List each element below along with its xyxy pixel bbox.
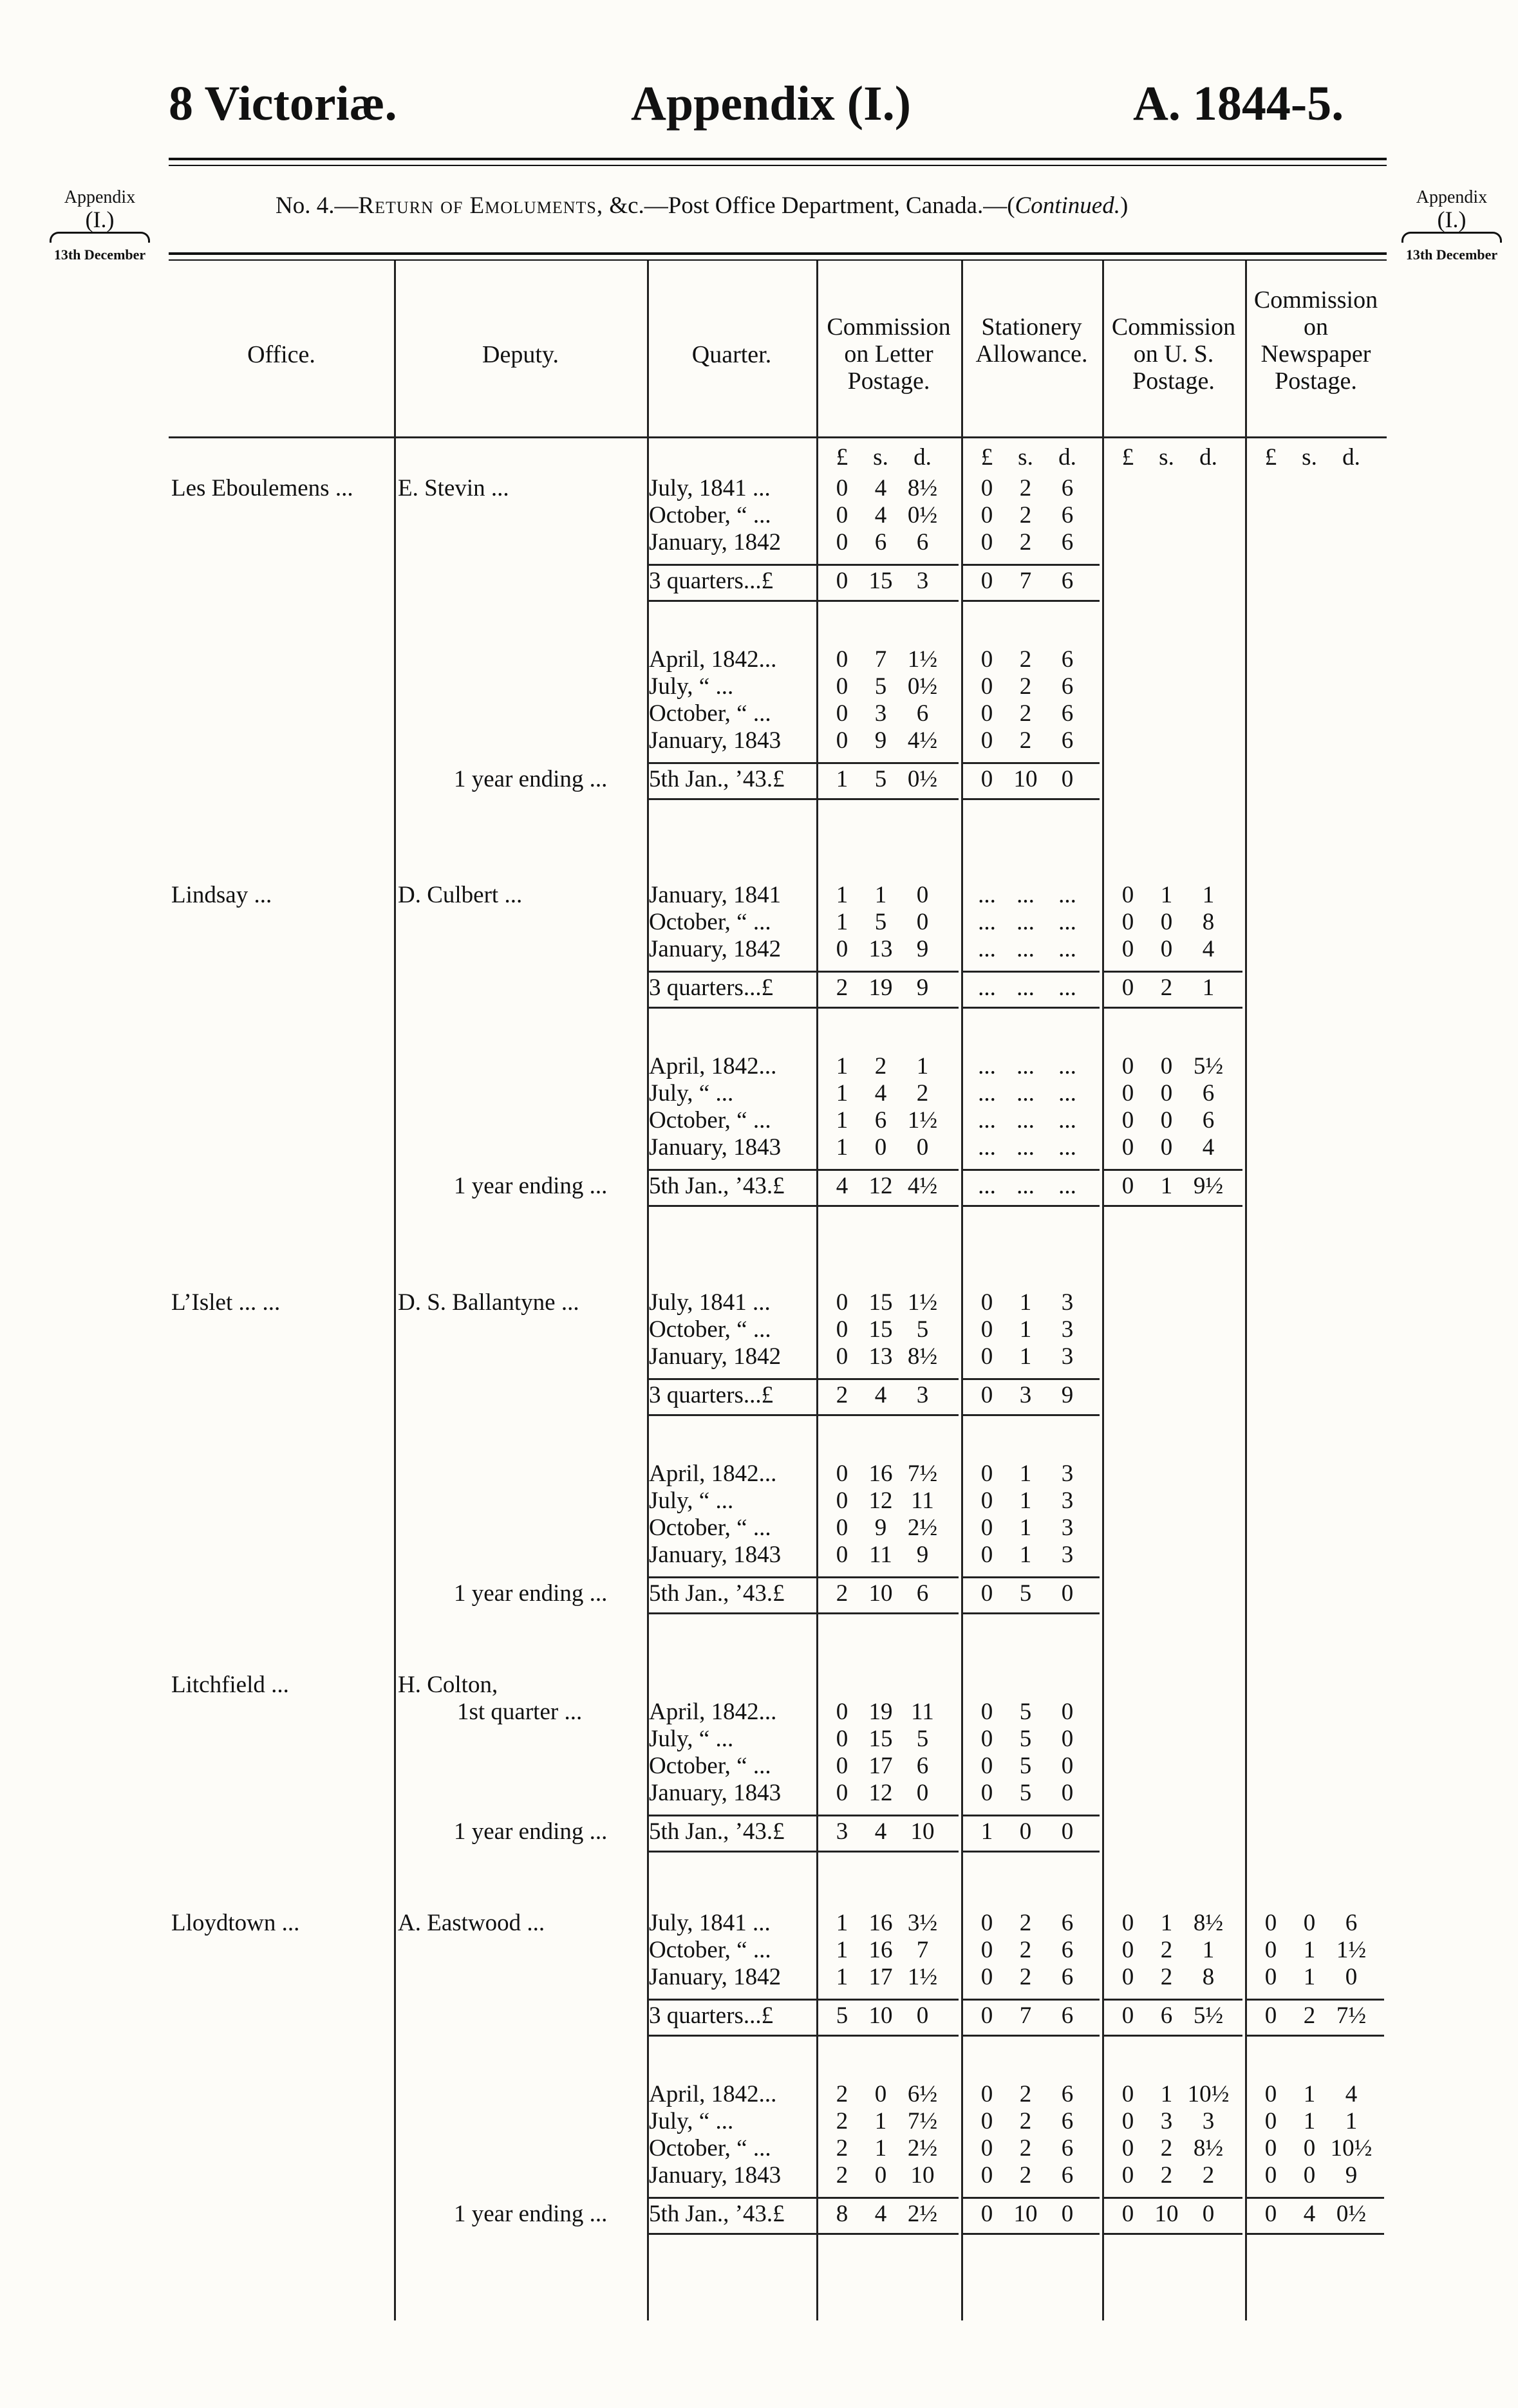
total-rule — [962, 1414, 1100, 1416]
total-label: 1 year ending ... — [454, 1173, 608, 1199]
total-rule — [647, 1169, 816, 1171]
total-rule — [647, 1999, 816, 2001]
letter-postage-value: 0 6 6 — [836, 529, 929, 555]
letter-postage-value: 8 4 2½ — [836, 2201, 938, 2227]
side-label: Appendix — [64, 187, 136, 207]
col-rule — [1102, 261, 1104, 2320]
quarter-label: April, 1842... — [649, 1461, 777, 1487]
letter-postage-value: 0 5 0½ — [836, 673, 938, 700]
header-year: A. 1844-5. — [1133, 77, 1344, 131]
letter-postage-value: 1 16 7 — [836, 1937, 929, 1963]
quarter-label: July, “ ... — [649, 1080, 734, 1106]
stationery-value: 0 1 3 — [980, 1343, 1074, 1370]
letter-postage-value: 3 4 10 — [836, 1818, 935, 1845]
total-rule — [1103, 1205, 1242, 1207]
stationery-value: ... ... ... — [978, 936, 1076, 962]
total-rule — [962, 1576, 1100, 1578]
office-name: Les Eboulemens ... — [171, 475, 353, 501]
stationery-value: ... ... ... — [978, 909, 1076, 935]
quarter-label: 5th Jan., ’43.£ — [649, 2201, 785, 2227]
quarter-label: July, 1841 ... — [649, 475, 771, 501]
total-rule — [818, 1378, 959, 1380]
quarter-label: October, “ ... — [649, 1937, 771, 1963]
stationery-value: 0 5 0 — [980, 1726, 1074, 1752]
title-rule-2 — [169, 259, 1387, 261]
stationery-value: 0 2 6 — [980, 2135, 1074, 2161]
us-postage-value: 0 0 6 — [1121, 1107, 1215, 1134]
total-rule — [962, 564, 1100, 566]
top-rule-1 — [169, 158, 1387, 160]
deputy-name: E. Stevin ... — [398, 475, 509, 501]
us-postage-value: 0 2 2 — [1121, 2162, 1215, 2189]
us-postage-value: 0 6 5½ — [1121, 2002, 1224, 2029]
newspaper-postage-value: 0 1 1½ — [1264, 1937, 1367, 1963]
quarter-label: 5th Jan., ’43.£ — [649, 1818, 785, 1845]
deputy-name: A. Eastwood ... — [398, 1910, 545, 1936]
quarter-label: 3 quarters...£ — [649, 1382, 774, 1408]
newspaper-postage-value: 0 2 7½ — [1264, 2002, 1367, 2029]
colhead-us: Commission on U. S. Postage. — [1111, 313, 1236, 395]
total-rule — [962, 1851, 1100, 1853]
us-postage-value: 0 3 3 — [1121, 2108, 1215, 2134]
us-postage-value: 0 2 1 — [1121, 1937, 1215, 1963]
quarter-label: April, 1842... — [649, 2081, 777, 2107]
letter-postage-value: 2 1 2½ — [836, 2135, 938, 2161]
stationery-value: 0 1 3 — [980, 1488, 1074, 1514]
colhead-deputy: Deputy. — [482, 341, 559, 368]
quarter-label: July, “ ... — [649, 2108, 734, 2134]
letter-postage-value: 4 12 4½ — [836, 1173, 938, 1199]
currency-newspaper: £ s. d. — [1264, 444, 1360, 471]
brace-icon — [1401, 232, 1502, 243]
stationery-value: ... ... ... — [978, 1080, 1076, 1106]
total-rule — [1103, 1007, 1242, 1009]
stationery-value: 0 5 0 — [980, 1753, 1074, 1779]
total-rule — [1246, 2233, 1384, 2235]
total-rule — [1103, 2035, 1242, 2037]
letter-postage-value: 0 11 9 — [836, 1542, 929, 1568]
stationery-value: ... ... ... — [978, 1134, 1076, 1161]
total-rule — [647, 1414, 816, 1416]
side-note-right — [1397, 187, 1506, 266]
quarter-label: 5th Jan., ’43.£ — [649, 766, 785, 792]
total-rule — [1103, 1999, 1242, 2001]
total-rule — [647, 1612, 816, 1614]
col-rule — [1245, 261, 1247, 2320]
side-date: 13th December — [53, 247, 146, 263]
total-rule — [818, 1205, 959, 1207]
quarter-label: January, 1842 — [649, 936, 782, 962]
newspaper-postage-value: 0 1 4 — [1264, 2081, 1358, 2107]
letter-postage-value: 2 19 9 — [836, 975, 929, 1001]
deputy-note: 1st quarter ... — [457, 1699, 583, 1725]
office-name: Lindsay ... — [171, 882, 272, 908]
total-rule — [818, 2233, 959, 2235]
header-volume: 8 Victoriæ. — [169, 77, 397, 131]
quarter-label: January, 1841 — [649, 882, 782, 908]
total-rule — [818, 2035, 959, 2037]
deputy-name: D. Culbert ... — [398, 882, 523, 908]
stationery-value: 0 10 0 — [980, 2201, 1074, 2227]
quarter-label: January, 1843 — [649, 2162, 782, 2189]
letter-postage-value: 0 13 8½ — [836, 1343, 938, 1370]
total-rule — [1103, 1169, 1242, 1171]
total-label: 1 year ending ... — [454, 2201, 608, 2227]
colhead-newspaper: Commission on Newspaper Postage. — [1253, 286, 1378, 395]
total-rule — [818, 1815, 959, 1816]
quarter-label: January, 1842 — [649, 1343, 782, 1370]
quarter-label: October, “ ... — [649, 700, 771, 727]
letter-postage-value: 1 5 0½ — [836, 766, 938, 792]
stationery-value: 0 2 6 — [980, 2162, 1074, 2189]
total-rule — [818, 1612, 959, 1614]
stationery-value: 0 2 6 — [980, 1937, 1074, 1963]
us-postage-value: 0 0 5½ — [1121, 1053, 1224, 1079]
quarter-label: April, 1842... — [649, 1053, 777, 1079]
newspaper-postage-value: 0 1 1 — [1264, 2108, 1358, 2134]
total-rule — [962, 2197, 1100, 2199]
total-rule — [818, 2197, 959, 2199]
stationery-value: ... ... ... — [978, 882, 1076, 908]
total-rule — [1103, 2233, 1242, 2235]
stationery-value: 0 1 3 — [980, 1316, 1074, 1343]
colhead-quarter: Quarter. — [691, 341, 772, 368]
quarter-label: January, 1843 — [649, 1780, 782, 1806]
quarter-label: October, “ ... — [649, 1316, 771, 1343]
total-rule — [962, 1999, 1100, 2001]
letter-postage-value: 0 7 1½ — [836, 646, 938, 673]
total-rule — [1246, 2197, 1384, 2199]
currency-stationery: £ s. d. — [980, 444, 1076, 471]
brace-icon — [50, 232, 150, 243]
letter-postage-value: 0 15 5 — [836, 1726, 929, 1752]
total-rule — [962, 1205, 1100, 1207]
letter-postage-value: 1 5 0 — [836, 909, 929, 935]
stationery-value: 0 10 0 — [980, 766, 1074, 792]
total-rule — [647, 1576, 816, 1578]
total-rule — [818, 1999, 959, 2001]
letter-postage-value: 0 12 0 — [836, 1780, 929, 1806]
side-num: (I.) — [85, 207, 115, 232]
total-rule — [962, 2233, 1100, 2235]
quarter-label: October, “ ... — [649, 909, 771, 935]
letter-postage-value: 5 10 0 — [836, 2002, 929, 2029]
stationery-value: 0 3 9 — [980, 1382, 1074, 1408]
total-rule — [647, 1007, 816, 1009]
stationery-value: 0 2 6 — [980, 2108, 1074, 2134]
stationery-value: 0 2 6 — [980, 700, 1074, 727]
total-rule — [647, 1205, 816, 1207]
total-rule — [962, 798, 1100, 800]
us-postage-value: 0 2 8½ — [1121, 2135, 1224, 2161]
quarter-label: July, “ ... — [649, 673, 734, 700]
currency-us: £ s. d. — [1121, 444, 1217, 471]
quarter-label: January, 1842 — [649, 1964, 782, 1990]
total-rule — [1246, 1999, 1384, 2001]
letter-postage-value: 1 6 1½ — [836, 1107, 938, 1134]
quarter-label: October, “ ... — [649, 1515, 771, 1541]
letter-postage-value: 0 9 4½ — [836, 727, 938, 754]
total-rule — [818, 1007, 959, 1009]
quarter-label: October, “ ... — [649, 502, 771, 528]
total-rule — [962, 2035, 1100, 2037]
total-rule — [647, 564, 816, 566]
letter-postage-value: 1 17 1½ — [836, 1964, 938, 1990]
stationery-value: 0 5 0 — [980, 1780, 1074, 1806]
col-rule — [961, 261, 963, 2320]
letter-postage-value: 0 12 11 — [836, 1488, 934, 1514]
total-rule — [818, 1576, 959, 1578]
stationery-value: 0 2 6 — [980, 529, 1074, 555]
stationery-value: 0 1 3 — [980, 1461, 1074, 1487]
letter-postage-value: 0 3 6 — [836, 700, 929, 727]
quarter-label: October, “ ... — [649, 1107, 771, 1134]
quarter-label: July, 1841 ... — [649, 1910, 771, 1936]
stationery-value: 0 7 6 — [980, 2002, 1074, 2029]
stationery-value: 0 2 6 — [980, 475, 1074, 501]
letter-postage-value: 1 0 0 — [836, 1134, 929, 1161]
deputy-name: D. S. Ballantyne ... — [398, 1289, 579, 1316]
title-rule-1 — [169, 252, 1387, 255]
total-rule — [818, 600, 959, 602]
side-label: Appendix — [1416, 187, 1488, 207]
us-postage-value: 0 10 0 — [1121, 2201, 1215, 2227]
quarter-label: January, 1842 — [649, 529, 782, 555]
total-rule — [962, 1378, 1100, 1380]
side-num: (I.) — [1437, 207, 1466, 232]
us-postage-value: 0 0 4 — [1121, 1134, 1215, 1161]
letter-postage-value: 2 4 3 — [836, 1382, 929, 1408]
total-rule — [818, 564, 959, 566]
us-postage-value: 0 2 8 — [1121, 1964, 1215, 1990]
quarter-label: April, 1842... — [649, 646, 777, 673]
quarter-label: January, 1843 — [649, 1134, 782, 1161]
colhead-stationery: Stationery Allowance. — [975, 313, 1088, 368]
stationery-value: 0 2 6 — [980, 646, 1074, 673]
stationery-value: 0 2 6 — [980, 1910, 1074, 1936]
header-appendix: Appendix (I.) — [631, 77, 911, 131]
office-name: Lloydtown ... — [171, 1910, 300, 1936]
stationery-value: 0 1 3 — [980, 1289, 1074, 1316]
letter-postage-value: 2 10 6 — [836, 1580, 929, 1607]
total-rule — [962, 762, 1100, 764]
quarter-label: July, “ ... — [649, 1726, 734, 1752]
header-bottom-rule — [169, 436, 1387, 438]
total-rule — [647, 798, 816, 800]
quarter-label: July, “ ... — [649, 1488, 734, 1514]
letter-postage-value: 0 9 2½ — [836, 1515, 938, 1541]
total-label: 1 year ending ... — [454, 766, 608, 792]
total-rule — [818, 971, 959, 973]
us-postage-value: 0 1 9½ — [1121, 1173, 1224, 1199]
col-rule — [394, 261, 396, 2320]
total-rule — [818, 1851, 959, 1853]
us-postage-value: 0 0 4 — [1121, 936, 1215, 962]
col-rule — [816, 261, 818, 2320]
total-rule — [962, 600, 1100, 602]
newspaper-postage-value: 0 4 0½ — [1264, 2201, 1367, 2227]
newspaper-postage-value: 0 0 6 — [1264, 1910, 1358, 1936]
total-rule — [1246, 2035, 1384, 2037]
total-rule — [647, 762, 816, 764]
us-postage-value: 0 0 6 — [1121, 1080, 1215, 1106]
stationery-value: 0 1 3 — [980, 1542, 1074, 1568]
newspaper-postage-value: 0 0 9 — [1264, 2162, 1358, 2189]
total-rule — [1103, 2197, 1242, 2199]
letter-postage-value: 1 1 0 — [836, 882, 929, 908]
stationery-value: 0 2 6 — [980, 673, 1074, 700]
stationery-value: 0 2 6 — [980, 1964, 1074, 1990]
stationery-value: 0 2 6 — [980, 502, 1074, 528]
quarter-label: October, “ ... — [649, 2135, 771, 2161]
stationery-value: ... ... ... — [978, 975, 1076, 1001]
quarter-label: 3 quarters...£ — [649, 568, 774, 594]
stationery-value: ... ... ... — [978, 1107, 1076, 1134]
office-name: Litchfield ... — [171, 1672, 289, 1698]
side-date: 13th December — [1405, 247, 1498, 263]
quarter-label: July, 1841 ... — [649, 1289, 771, 1316]
letter-postage-value: 1 2 1 — [836, 1053, 929, 1079]
quarter-label: 3 quarters...£ — [649, 975, 774, 1001]
total-rule — [1103, 971, 1242, 973]
total-rule — [962, 1169, 1100, 1171]
total-rule — [818, 762, 959, 764]
letter-postage-value: 0 15 5 — [836, 1316, 929, 1343]
deputy-name: H. Colton, — [398, 1672, 498, 1698]
letter-postage-value: 0 16 7½ — [836, 1461, 938, 1487]
stationery-value: ... ... ... — [978, 1173, 1076, 1199]
total-rule — [818, 798, 959, 800]
us-postage-value: 0 1 10½ — [1121, 2081, 1230, 2107]
stationery-value: 1 0 0 — [980, 1818, 1074, 1845]
office-name: L’Islet ... ... — [171, 1289, 281, 1316]
us-postage-value: 0 1 1 — [1121, 882, 1215, 908]
colhead-letter: Commission on Letter Postage. — [827, 313, 951, 395]
side-note-left — [45, 187, 155, 266]
stationery-value: ... ... ... — [978, 1053, 1076, 1079]
stationery-value: 0 5 0 — [980, 1699, 1074, 1725]
currency-letter: £ s. d. — [836, 444, 932, 471]
total-rule — [647, 1815, 816, 1816]
letter-postage-value: 1 16 3½ — [836, 1910, 938, 1936]
quarter-label: January, 1843 — [649, 1542, 782, 1568]
stationery-value: 0 7 6 — [980, 568, 1074, 594]
total-rule — [647, 971, 816, 973]
letter-postage-value: 0 15 3 — [836, 568, 929, 594]
total-rule — [962, 1007, 1100, 1009]
us-postage-value: 0 0 8 — [1121, 909, 1215, 935]
letter-postage-value: 0 15 1½ — [836, 1289, 938, 1316]
quarter-label: October, “ ... — [649, 1753, 771, 1779]
total-rule — [647, 1851, 816, 1853]
stationery-value: 0 2 6 — [980, 727, 1074, 754]
us-postage-value: 0 1 8½ — [1121, 1910, 1224, 1936]
colhead-office: Office. — [247, 341, 315, 368]
total-rule — [818, 1414, 959, 1416]
stationery-value: 0 1 3 — [980, 1515, 1074, 1541]
newspaper-postage-value: 0 0 10½ — [1264, 2135, 1373, 2161]
letter-postage-value: 0 19 11 — [836, 1699, 934, 1725]
quarter-label: 5th Jan., ’43.£ — [649, 1580, 785, 1607]
letter-postage-value: 0 4 0½ — [836, 502, 938, 528]
table-title: No. 4.—Return of Emoluments, &c.—Post Office Department, Canada.—(Continued.) — [276, 192, 1129, 219]
letter-postage-value: 1 4 2 — [836, 1080, 929, 1106]
quarter-label: 3 quarters...£ — [649, 2002, 774, 2029]
total-rule — [647, 2035, 816, 2037]
letter-postage-value: 2 0 6½ — [836, 2081, 938, 2107]
total-rule — [962, 971, 1100, 973]
stationery-value: 0 2 6 — [980, 2081, 1074, 2107]
total-rule — [647, 600, 816, 602]
quarter-label: April, 1842... — [649, 1699, 777, 1725]
total-label: 1 year ending ... — [454, 1580, 608, 1607]
quarter-label: January, 1843 — [649, 727, 782, 754]
letter-postage-value: 0 17 6 — [836, 1753, 929, 1779]
stationery-value: 0 5 0 — [980, 1580, 1074, 1607]
top-rule-2 — [169, 165, 1387, 166]
total-rule — [818, 1169, 959, 1171]
letter-postage-value: 2 0 10 — [836, 2162, 935, 2189]
total-rule — [962, 1815, 1100, 1816]
total-rule — [647, 2197, 816, 2199]
newspaper-postage-value: 0 1 0 — [1264, 1964, 1358, 1990]
total-rule — [647, 1378, 816, 1380]
letter-postage-value: 2 1 7½ — [836, 2108, 938, 2134]
total-label: 1 year ending ... — [454, 1818, 608, 1845]
quarter-label: 5th Jan., ’43.£ — [649, 1173, 785, 1199]
letter-postage-value: 0 4 8½ — [836, 475, 938, 501]
us-postage-value: 0 2 1 — [1121, 975, 1215, 1001]
letter-postage-value: 0 13 9 — [836, 936, 929, 962]
total-rule — [962, 1612, 1100, 1614]
total-rule — [647, 2233, 816, 2235]
